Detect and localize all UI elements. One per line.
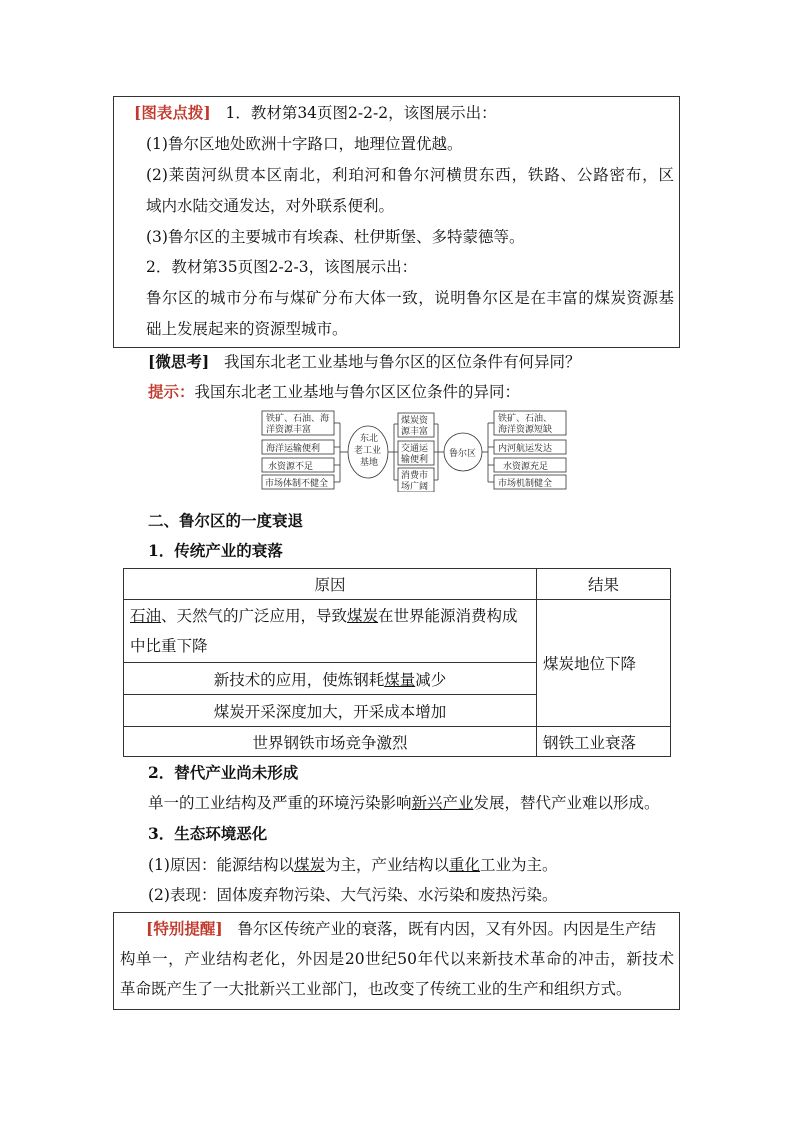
box1-line2: (1)鲁尔区地处欧洲十字路口，地理位置优越。 (146, 135, 463, 153)
header-result: 结果 (537, 569, 671, 600)
box1-line3: (2)莱茵河纵贯本区南北，利珀河和鲁尔河横贯东西，铁路、公路密布，区 (146, 166, 674, 184)
header-cause: 原因 (124, 569, 537, 600)
diagram-mid-2a: 交通运 (401, 444, 429, 454)
diagram-right-4: 市场机制健全 (498, 479, 553, 489)
cause-row-4: 世界钢铁市场竞争激烈 (124, 727, 537, 757)
diagram-right-3: 水资源充足 (503, 462, 549, 472)
box1-line4: 域内水陆交通发达，对外联系便利。 (146, 197, 395, 215)
diagram-left-1b: 洋资源丰富 (266, 425, 312, 435)
cause-row-2: 新技术的应用，使炼钢耗煤量减少 (124, 663, 537, 695)
box2-line2: 构单一，产业结构老化，外因是20世纪50年代以来新技术革命的冲击，新技术 (120, 950, 674, 968)
cause-row-1: 石油、天然气的广泛应用，导致煤炭在世界能源消费构成 中比重下降 (124, 600, 537, 663)
box1-line6: 2．教材第35页图2-2-3，该图展示出： (146, 258, 418, 276)
box1-line5: (3)鲁尔区的主要城市有埃森、杜伊斯堡、多特蒙德等。 (146, 228, 525, 246)
box1-line8: 础上发展起来的资源型城市。 (146, 320, 348, 338)
decline-table (123, 568, 671, 757)
box2-line1: [特别提醒] 鲁尔区传统产业的衰落，既有内因，又有外因。内因是生产结 (146, 919, 656, 938)
hint-label: 提示： (148, 382, 195, 401)
diagram-mid-3a: 消费市 (401, 471, 429, 481)
special-reminder-box (113, 912, 680, 1010)
result-1: 煤炭地位下降 (537, 600, 671, 727)
para-1: 单一的工业结构及严重的环境污染影响新兴产业发展，替代产业难以形成。 (148, 794, 660, 812)
box1-line1: [图表点拨] 1．教材第34页图2-2-2，该图展示出： (134, 103, 497, 122)
think-tag: [微思考] (148, 352, 210, 371)
subsection-1: 1．传统产业的衰落 (148, 541, 283, 560)
figure-tips-box (113, 96, 680, 348)
think-question: [微思考] 我国东北老工业基地与鲁尔区的区位条件有何异同？ (148, 352, 581, 371)
figure-tips-tag: [图表点拨] (134, 103, 211, 122)
diagram-mid-3b: 场广阔 (401, 482, 429, 492)
section-title: 二、鲁尔区的一度衰退 (148, 511, 304, 530)
cause-row-3: 煤炭开采深度加大，开采成本增加 (124, 695, 537, 727)
diagram-right-1b: 海洋资源短缺 (498, 425, 553, 435)
para-3: (2)表现：固体废弃物污染、大气污染、水污染和废热污染。 (148, 886, 558, 904)
subsection-3: 3．生态环境恶化 (148, 824, 268, 843)
diagram-right-1a: 铁矿、石油、 (498, 414, 553, 424)
result-2: 钢铁工业衰落 (537, 727, 671, 757)
diagram-left-center-b: 老工业 (354, 446, 382, 456)
diagram-mid-2b: 输便利 (401, 455, 429, 465)
diagram-mid-1a: 煤炭资 (401, 416, 429, 426)
box2-line3: 革命既产生了一大批新兴工业部门，也改变了传统工业的生产和组织方式。 (120, 980, 632, 998)
diagram-right-2: 内河航运发达 (498, 444, 553, 454)
diagram-left-2: 海洋运输便利 (266, 444, 321, 454)
comparison-diagram (258, 408, 570, 492)
diagram-left-3: 水资源不足 (268, 462, 314, 472)
diagram-left-center-a: 东北 (360, 434, 379, 444)
diagram-left-center-c: 基地 (360, 458, 379, 468)
diagram-right-center: 鲁尔区 (449, 449, 477, 459)
diagram-left-4: 市场体制不健全 (265, 479, 329, 489)
diagram-left-1a: 铁矿、石油、海 (266, 414, 330, 424)
box1-line7: 鲁尔区的城市分布与煤矿分布大体一致，说明鲁尔区是在丰富的煤炭资源基 (146, 289, 674, 307)
special-reminder-tag: [特别提醒] (146, 919, 223, 938)
para-2: (1)原因：能源结构以煤炭为主，产业结构以重化工业为主。 (148, 856, 558, 874)
diagram-mid-1b: 源丰富 (401, 427, 429, 437)
hint-line: 提示：我国东北老工业基地与鲁尔区区位条件的异同： (148, 382, 521, 401)
subsection-2: 2．替代产业尚未形成 (148, 763, 299, 782)
